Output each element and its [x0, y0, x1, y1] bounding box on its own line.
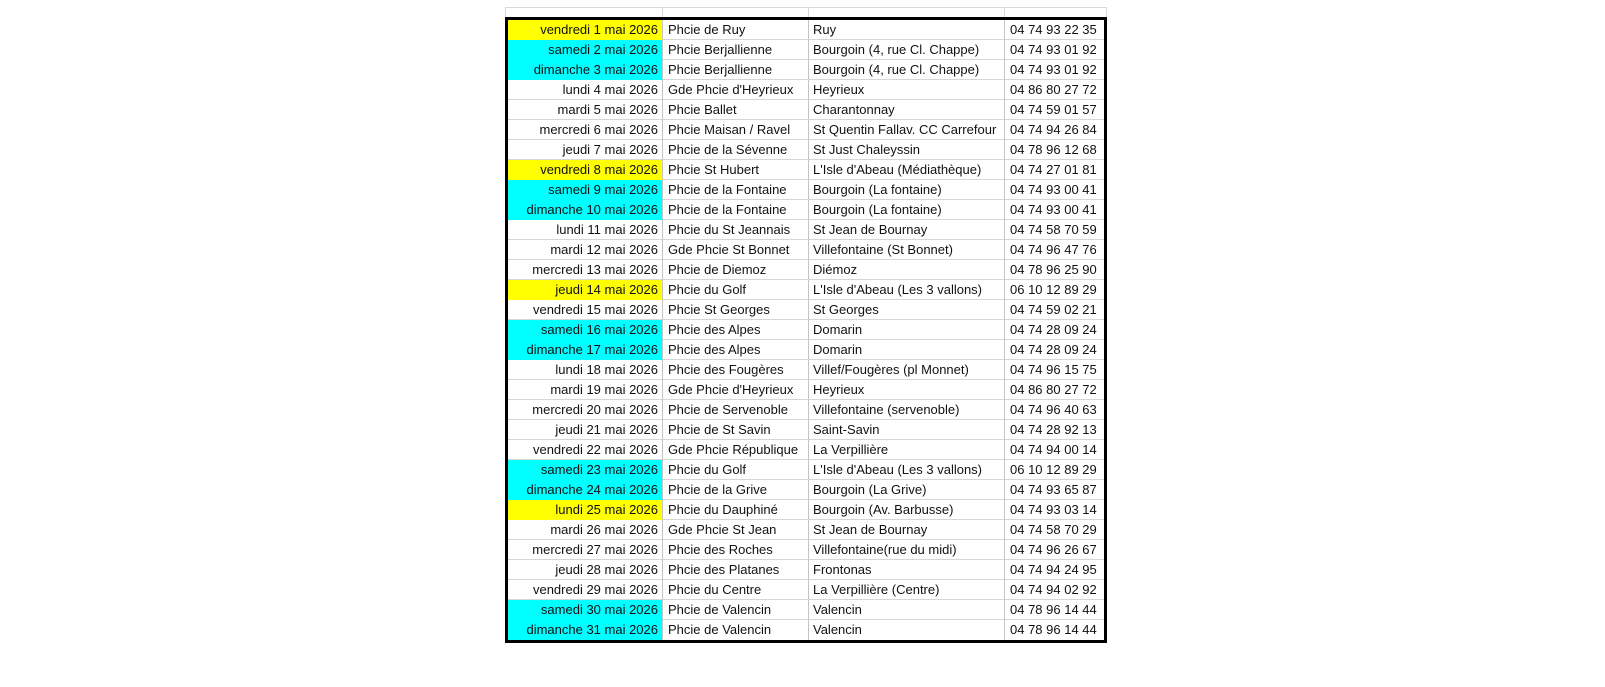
date-cell: jeudi 14 mai 2026 — [508, 280, 663, 300]
location-cell: Bourgoin (La fontaine) — [809, 180, 1005, 200]
date-cell: dimanche 17 mai 2026 — [508, 340, 663, 360]
phone-cell: 04 74 96 47 76 — [1005, 240, 1104, 260]
pharmacy-duty-schedule-table — [505, 17, 1107, 643]
date-cell: dimanche 24 mai 2026 — [508, 480, 663, 500]
pharmacy-name-cell: Phcie Ballet — [663, 100, 809, 120]
pharmacy-name-cell: Phcie Berjallienne — [663, 40, 809, 60]
schedule-row — [508, 20, 1104, 40]
schedule-row — [508, 240, 1104, 260]
schedule-row — [508, 40, 1104, 60]
pharmacy-name-cell: Phcie de Diemoz — [663, 260, 809, 280]
location-cell: St Georges — [809, 300, 1005, 320]
phone-cell: 04 74 59 02 21 — [1005, 300, 1104, 320]
date-cell: samedi 2 mai 2026 — [508, 40, 663, 60]
pharmacy-name-cell: Gde Phcie d'Heyrieux — [663, 80, 809, 100]
pharmacy-name-cell: Phcie St Georges — [663, 300, 809, 320]
schedule-row — [508, 160, 1104, 180]
location-cell: St Jean de Bournay — [809, 520, 1005, 540]
pharmacy-name-cell: Phcie de la Fontaine — [663, 180, 809, 200]
schedule-row — [508, 260, 1104, 280]
date-cell: vendredi 29 mai 2026 — [508, 580, 663, 600]
phone-cell: 06 10 12 89 29 — [1005, 280, 1104, 300]
pharmacy-name-cell: Phcie du Centre — [663, 580, 809, 600]
location-cell: Bourgoin (La fontaine) — [809, 200, 1005, 220]
gridline-cell — [809, 8, 1005, 17]
date-cell: vendredi 22 mai 2026 — [508, 440, 663, 460]
phone-cell: 04 74 96 40 63 — [1005, 400, 1104, 420]
date-cell: lundi 25 mai 2026 — [508, 500, 663, 520]
pharmacy-name-cell: Phcie de Ruy — [663, 20, 809, 40]
gridline-cell — [663, 8, 809, 17]
pharmacy-name-cell: Phcie de la Sévenne — [663, 140, 809, 160]
date-cell: vendredi 8 mai 2026 — [508, 160, 663, 180]
schedule-row — [508, 560, 1104, 580]
date-cell: mercredi 6 mai 2026 — [508, 120, 663, 140]
schedule-row — [508, 520, 1104, 540]
schedule-row — [508, 220, 1104, 240]
schedule-row — [508, 500, 1104, 520]
pharmacy-name-cell: Phcie du Golf — [663, 460, 809, 480]
date-cell: samedi 16 mai 2026 — [508, 320, 663, 340]
phone-cell: 04 74 28 09 24 — [1005, 320, 1104, 340]
schedule-row — [508, 60, 1104, 80]
location-cell: Villef/Fougères (pl Monnet) — [809, 360, 1005, 380]
date-cell: vendredi 15 mai 2026 — [508, 300, 663, 320]
date-cell: lundi 11 mai 2026 — [508, 220, 663, 240]
schedule-row — [508, 180, 1104, 200]
location-cell: St Jean de Bournay — [809, 220, 1005, 240]
location-cell: Villefontaine(rue du midi) — [809, 540, 1005, 560]
location-cell: St Just Chaleyssin — [809, 140, 1005, 160]
pharmacy-name-cell: Phcie des Platanes — [663, 560, 809, 580]
date-cell: dimanche 3 mai 2026 — [508, 60, 663, 80]
location-cell: L'Isle d'Abeau (Les 3 vallons) — [809, 460, 1005, 480]
phone-cell: 04 74 93 00 41 — [1005, 180, 1104, 200]
gridline-row-above — [505, 7, 1107, 17]
phone-cell: 04 74 93 22 35 — [1005, 20, 1104, 40]
phone-cell: 04 74 58 70 59 — [1005, 220, 1104, 240]
schedule-row — [508, 580, 1104, 600]
location-cell: Charantonnay — [809, 100, 1005, 120]
phone-cell: 04 74 28 09 24 — [1005, 340, 1104, 360]
pharmacy-name-cell: Phcie des Alpes — [663, 340, 809, 360]
pharmacy-name-cell: Gde Phcie St Bonnet — [663, 240, 809, 260]
schedule-row — [508, 140, 1104, 160]
pharmacy-name-cell: Phcie des Roches — [663, 540, 809, 560]
pharmacy-name-cell: Phcie St Hubert — [663, 160, 809, 180]
phone-cell: 04 78 96 25 90 — [1005, 260, 1104, 280]
date-cell: vendredi 1 mai 2026 — [508, 20, 663, 40]
phone-cell: 06 10 12 89 29 — [1005, 460, 1104, 480]
pharmacy-name-cell: Phcie Maisan / Ravel — [663, 120, 809, 140]
location-cell: L'Isle d'Abeau (Médiathèque) — [809, 160, 1005, 180]
location-cell: Bourgoin (4, rue Cl. Chappe) — [809, 60, 1005, 80]
schedule-row — [508, 300, 1104, 320]
date-cell: jeudi 28 mai 2026 — [508, 560, 663, 580]
schedule-row — [508, 440, 1104, 460]
location-cell: Diémoz — [809, 260, 1005, 280]
date-cell: mercredi 20 mai 2026 — [508, 400, 663, 420]
phone-cell: 04 78 96 12 68 — [1005, 140, 1104, 160]
phone-cell: 04 74 93 03 14 — [1005, 500, 1104, 520]
date-cell: mardi 5 mai 2026 — [508, 100, 663, 120]
schedule-row — [508, 360, 1104, 380]
pharmacy-name-cell: Phcie du Golf — [663, 280, 809, 300]
phone-cell: 04 74 59 01 57 — [1005, 100, 1104, 120]
location-cell: Heyrieux — [809, 380, 1005, 400]
date-cell: jeudi 7 mai 2026 — [508, 140, 663, 160]
location-cell: St Quentin Fallav. CC Carrefour — [809, 120, 1005, 140]
date-cell: samedi 9 mai 2026 — [508, 180, 663, 200]
location-cell: Bourgoin (Av. Barbusse) — [809, 500, 1005, 520]
pharmacy-name-cell: Phcie de Valencin — [663, 620, 809, 640]
pharmacy-name-cell: Phcie de Servenoble — [663, 400, 809, 420]
phone-cell: 04 86 80 27 72 — [1005, 380, 1104, 400]
location-cell: Valencin — [809, 600, 1005, 620]
pharmacy-name-cell: Phcie de la Fontaine — [663, 200, 809, 220]
location-cell: Valencin — [809, 620, 1005, 640]
pharmacy-name-cell: Phcie de la Grive — [663, 480, 809, 500]
date-cell: mercredi 13 mai 2026 — [508, 260, 663, 280]
location-cell: Saint-Savin — [809, 420, 1005, 440]
location-cell: Villefontaine (servenoble) — [809, 400, 1005, 420]
schedule-row — [508, 540, 1104, 560]
gridline-cell — [1005, 8, 1106, 17]
location-cell: Frontonas — [809, 560, 1005, 580]
date-cell: samedi 23 mai 2026 — [508, 460, 663, 480]
phone-cell: 04 74 93 01 92 — [1005, 60, 1104, 80]
pharmacy-name-cell: Phcie Berjallienne — [663, 60, 809, 80]
date-cell: dimanche 31 mai 2026 — [508, 620, 663, 640]
schedule-row — [508, 200, 1104, 220]
phone-cell: 04 74 94 02 92 — [1005, 580, 1104, 600]
pharmacy-name-cell: Phcie du St Jeannais — [663, 220, 809, 240]
location-cell: Ruy — [809, 20, 1005, 40]
pharmacy-name-cell: Phcie de Valencin — [663, 600, 809, 620]
location-cell: Bourgoin (4, rue Cl. Chappe) — [809, 40, 1005, 60]
location-cell: Domarin — [809, 340, 1005, 360]
location-cell: La Verpillière — [809, 440, 1005, 460]
date-cell: samedi 30 mai 2026 — [508, 600, 663, 620]
location-cell: Heyrieux — [809, 80, 1005, 100]
phone-cell: 04 74 96 26 67 — [1005, 540, 1104, 560]
phone-cell: 04 74 28 92 13 — [1005, 420, 1104, 440]
phone-cell: 04 74 93 00 41 — [1005, 200, 1104, 220]
pharmacy-name-cell: Gde Phcie d'Heyrieux — [663, 380, 809, 400]
phone-cell: 04 86 80 27 72 — [1005, 80, 1104, 100]
schedule-row — [508, 320, 1104, 340]
phone-cell: 04 74 94 26 84 — [1005, 120, 1104, 140]
phone-cell: 04 78 96 14 44 — [1010, 622, 1097, 637]
schedule-row — [508, 280, 1104, 300]
schedule-row — [508, 480, 1104, 500]
date-cell: dimanche 10 mai 2026 — [508, 200, 663, 220]
location-cell: Villefontaine (St Bonnet) — [809, 240, 1005, 260]
schedule-row — [508, 340, 1104, 360]
phone-cell: 04 74 93 65 87 — [1005, 480, 1104, 500]
schedule-row — [508, 600, 1104, 620]
phone-cell: 04 74 58 70 29 — [1005, 520, 1104, 540]
phone-cell: 04 74 27 01 81 — [1005, 160, 1104, 180]
date-cell: lundi 4 mai 2026 — [508, 80, 663, 100]
pharmacy-name-cell: Phcie de St Savin — [663, 420, 809, 440]
schedule-row — [508, 420, 1104, 440]
date-cell: jeudi 21 mai 2026 — [508, 420, 663, 440]
schedule-row — [508, 380, 1104, 400]
pharmacy-name-cell: Phcie des Fougères — [663, 360, 809, 380]
gridline-cell — [506, 8, 663, 17]
pharmacy-name-cell: Phcie du Dauphiné — [663, 500, 809, 520]
schedule-row — [508, 620, 1104, 640]
date-cell: mardi 26 mai 2026 — [508, 520, 663, 540]
schedule-row — [508, 100, 1104, 120]
location-cell: Domarin — [809, 320, 1005, 340]
pharmacy-name-cell: Gde Phcie République — [663, 440, 809, 460]
date-cell: mercredi 27 mai 2026 — [508, 540, 663, 560]
date-cell: mardi 12 mai 2026 — [508, 240, 663, 260]
phone-cell: 04 74 96 15 75 — [1005, 360, 1104, 380]
phone-cell: 04 74 93 01 92 — [1005, 40, 1104, 60]
pharmacy-name-cell: Gde Phcie St Jean — [663, 520, 809, 540]
phone-cell: 04 74 94 24 95 — [1005, 560, 1104, 580]
schedule-row — [508, 400, 1104, 420]
schedule-row — [508, 120, 1104, 140]
phone-cell: 04 78 96 14 44 — [1005, 600, 1104, 620]
date-cell: lundi 18 mai 2026 — [508, 360, 663, 380]
schedule-row — [508, 80, 1104, 100]
location-cell: L'Isle d'Abeau (Les 3 vallons) — [809, 280, 1005, 300]
location-cell: Bourgoin (La Grive) — [809, 480, 1005, 500]
phone-cell: 04 74 94 00 14 — [1005, 440, 1104, 460]
location-cell: La Verpillière (Centre) — [809, 580, 1005, 600]
pharmacy-name-cell: Phcie des Alpes — [663, 320, 809, 340]
schedule-row — [508, 460, 1104, 480]
date-cell: mardi 19 mai 2026 — [508, 380, 663, 400]
